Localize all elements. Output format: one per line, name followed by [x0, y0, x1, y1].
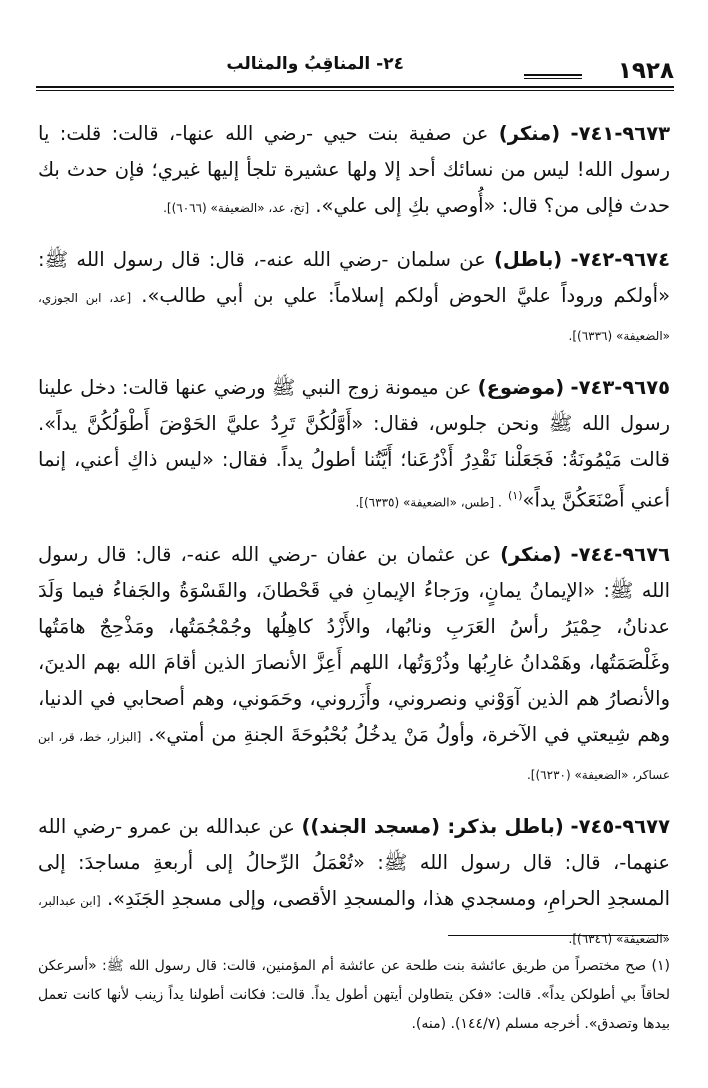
- hadith-number: ٩٦٧٤-٧٤٢-: [570, 248, 670, 271]
- hadith-grade: (منكر): [498, 122, 561, 145]
- hadith-grade: (باطل): [493, 248, 563, 271]
- hadith-entry: [38, 537, 670, 793]
- hadith-grade: (باطل بذكر: (مسجد الجند)): [301, 814, 564, 838]
- hadith-list: [38, 116, 670, 973]
- hadith-text: عن صفية بنت حيي -رضي الله عنها-، قالت: قلت: يا رسول الله! ليس من نسائك أحد إلا ولها عشيرة تلجأ إليها غيري؛ فإن حدث بك حدث فإلى من؟ قال: «أُوصي بكِ إلى علي».: [38, 122, 670, 217]
- header-rule: [36, 86, 674, 88]
- footnote: [38, 952, 670, 1039]
- page-number: ١٩٢٨: [617, 58, 674, 84]
- hadith-text: عن عثمان بن عفان -رضي الله عنه-، قال: قال رسول الله ﷺ: «الإيمانُ يمانٍ، ورَجاءُ الإيمانِ في قَحْطانَ، والقَسْوَةُ والجَفاءُ فيما وَلَدَ عدنانُ، حِمْيَرُ رأسُ العَرَبِ ونابُها، والأَزْدُ كاهِلُها وجُمْجُمَتُها، ومَذْحِجٌ هامَتُها وغَلْصَمَتُها، وهَمْدانُ غارِبُها وذُرْوَتُها، اللهم أَعِزَّ الأنصارَ الذين أقامَ الله بهم الدينَ، والأنصارُ هم الذين آوَوْني ونصروني، وأَزَروني، وحَمَوني، وهم أصحابي في الدنيا، وهم شِيعتي في الآخرة، وأولُ مَنْ يدخُلُ بُحْبُوحَةَ الجنةِ من أمتي».: [38, 542, 670, 746]
- page-number-dash: [524, 74, 582, 79]
- hadith-text: عن عبدالله بن عمرو -رضي الله عنهما-، قال: قال رسول الله ﷺ: «تُعْمَلُ الرِّحالُ إلى أربعةِ مساجدَ: إلى المسجدِ الحرامِ، ومسجدي هذا، والمسجدِ الأقصى، وإلى مسجدِ الجَنَدِ».: [38, 814, 670, 910]
- hadith-source: [عد، ابن الجوزي، «الضعيفة» (٦٣٣٦)].: [38, 291, 670, 343]
- footnote-text: صح مختصراً من طريق عائشة بنت طلحة عن عائشة أم المؤمنين، قالت: قال رسول الله ﷺ: «أسرعكن لحاقاً بي أطولكن يداً». قالت: «فكن يتطاولن أيتهن أطول يداً. قالت: فكانت أطولنا يداً زينب لأنها كانت تعمل بيدها وتصدق». أخرجه مسلم (١٤٤/٧). (منه).: [38, 958, 670, 1032]
- header-rule-thin: [36, 90, 674, 91]
- footnote-separator: [448, 935, 668, 936]
- hadith-number: ٩٦٧٣-٧٤١-: [570, 122, 671, 145]
- running-header: [36, 48, 674, 94]
- hadith-entry: [38, 370, 670, 521]
- hadith-number: ٩٦٧٧-٧٤٥-: [570, 814, 670, 838]
- hadith-entry: [38, 116, 670, 226]
- footnote-reference[interactable]: (١): [508, 489, 523, 502]
- footnote-marker: (١): [651, 958, 670, 974]
- hadith-number: ٩٦٧٥-٧٤٣-: [570, 376, 670, 399]
- hadith-grade: (منكر): [500, 542, 562, 566]
- hadith-grade: (موضوع): [477, 376, 565, 399]
- hadith-text: عن سلمان -رضي الله عنه-، قال: قال رسول الله ﷺ: «أولكم وروداً عليَّ الحوض أولكم إسلاماً: علي بن أبي طالب».: [38, 248, 671, 307]
- hadith-entry: [38, 242, 670, 354]
- hadith-text: عن ميمونة زوج النبي ﷺ ورضي عنها قالت: دخل علينا رسول الله ﷺ ونحن جلوس، فقال: «أَوَّلُكُنَّ تَرِدُ عليَّ الحَوْضَ أَطْوَلُكُنَّ يداً». قالت مَيْمُونَةُ: فَجَعَلْنا نَقْدِرُ أَذْرُعَنا؛ أَيَّتُنا أطولُ يداً. فقال: «ليس ذاكِ أعني، إنما أعني أَصْنَعَكُنَّ يداً»: [38, 376, 670, 512]
- hadith-number: ٩٦٧٦-٧٤٤-: [570, 542, 670, 566]
- hadith-source: . [طس، «الضعيفة» (٦٣٣٥)].: [355, 495, 502, 510]
- hadith-source: [ابن عبدالبر، «الضعيفة» (٦٣٤٦)].: [38, 893, 670, 946]
- hadith-source: [البزار، خط، قر، ابن عساكر، «الضعيفة» (٦٢٣٠)].: [38, 729, 670, 782]
- chapter-title: ٢٤- المناقِبُ والمثالب: [226, 54, 404, 74]
- hadith-source: [تخ، عد، «الضعيفة» (٦٠٦٦)].: [163, 201, 310, 215]
